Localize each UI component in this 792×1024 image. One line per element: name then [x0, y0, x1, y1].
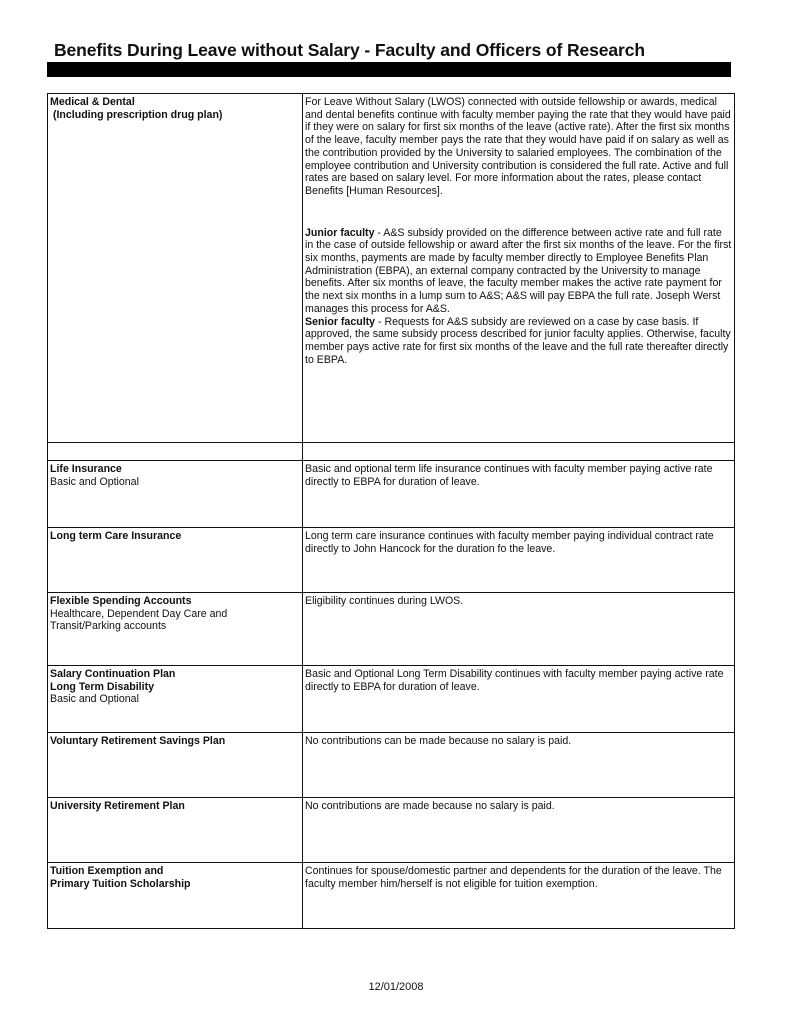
- benefit-description-cell: No contributions are made because no salary is paid.: [303, 798, 735, 863]
- benefit-label-cell: [48, 733, 303, 798]
- benefit-name-secondary: Primary Tuition Scholarship: [50, 877, 191, 890]
- table-row-university-retirement: [48, 798, 735, 863]
- benefit-subname: Healthcare, Dependent Day Care and: [50, 607, 228, 620]
- junior-faculty-text: - A&S subsidy provided on the difference between active rate and full rate in the case of outside fellowship or award after the first six months of the leave. For the first six months, payments are made by faculty member directly to Employee Benefits Plan Administration (EBPA), an external company contracted by the University to manage benefits. After six months of leave, the faculty member makes the active rate payment for the next six months in a lump sum to A&S; A&S will pay EBPA the full rate. Joseph Werst manages this process for A&S.: [305, 226, 732, 315]
- footer-date: 12/01/2008: [368, 981, 424, 993]
- empty-cell: [48, 443, 303, 461]
- benefit-name: Flexible Spending Accounts: [50, 595, 192, 607]
- benefit-subname: (Including prescription drug plan): [50, 108, 223, 121]
- page-title: Benefits During Leave without Salary - Faculty and Officers of Research: [54, 40, 645, 60]
- benefit-description-cell: [303, 94, 735, 443]
- benefit-description-cell: Basic and Optional Long Term Disability continues with faculty member paying active rate directly to EBPA for duration of leave.: [303, 666, 735, 733]
- junior-faculty-label: Junior faculty: [305, 226, 375, 239]
- benefit-label-cell: [48, 593, 303, 666]
- benefit-name: Voluntary Retirement Savings Plan: [50, 735, 226, 747]
- benefit-label-cell: [48, 461, 303, 528]
- table-row-medical-dental: [48, 94, 735, 443]
- benefit-name-secondary: Long Term Disability: [50, 680, 154, 693]
- benefit-label-cell: [48, 528, 303, 593]
- benefit-description-cell: Long term care insurance continues with faculty member paying individual contract rate directly to John Hancock for the duration fo the leave.: [303, 528, 735, 593]
- table-row-voluntary-retirement: [48, 733, 735, 798]
- benefits-table: [47, 93, 735, 929]
- benefit-name: Medical & Dental: [50, 96, 135, 108]
- benefit-label-cell: [48, 798, 303, 863]
- senior-faculty-label: Senior faculty: [305, 315, 376, 328]
- benefit-description-cell: Continues for spouse/domestic partner and dependents for the duration of the leave. The faculty member him/herself is not eligible for tuition exemption.: [303, 863, 735, 929]
- benefit-description-cell: Eligibility continues during LWOS.: [303, 593, 735, 666]
- benefit-description-cell: No contributions can be made because no salary is paid.: [303, 733, 735, 798]
- benefit-name: University Retirement Plan: [50, 800, 185, 812]
- table-row-tuition-exemption: [48, 863, 735, 929]
- description-paragraph: For Leave Without Salary (LWOS) connected with outside fellowship or awards, medical and dental benefits continue with faculty member paying the rate that they would have paid if they were on salary for first six months of the leave (active rate). After the first six months of the leave, faculty member pays the rate that they would have paid if on salary as well as the contribution provided by the University to salaried employees. The combination of the employee contribution and University contribution is considered the full rate. Active and full rates are based on salary level. For more information about the rates, please contact Benefits [Human Resources].: [305, 96, 731, 197]
- table-row-life-insurance: [48, 461, 735, 528]
- junior-faculty-paragraph: [305, 227, 732, 316]
- benefit-name: Long term Care Insurance: [50, 530, 182, 542]
- benefit-subname: Transit/Parking accounts: [50, 620, 167, 633]
- empty-cell: [303, 443, 735, 461]
- table-row-empty: [48, 443, 735, 461]
- benefit-name: Life Insurance: [50, 463, 122, 475]
- senior-faculty-paragraph: [305, 316, 732, 367]
- table-row-flexible-spending: [48, 593, 735, 666]
- benefit-label-cell: [48, 666, 303, 733]
- table-row-long-term-care: [48, 528, 735, 593]
- benefit-name: Tuition Exemption and: [50, 865, 164, 877]
- title-divider-bar: [47, 62, 731, 77]
- table-row-salary-continuation: [48, 666, 735, 733]
- benefit-description-cell: Basic and optional term life insurance continues with faculty member paying active rate directly to EBPA for duration of leave.: [303, 461, 735, 528]
- benefit-label-cell: [48, 863, 303, 929]
- benefit-label-cell: [48, 94, 303, 443]
- benefit-subname: Basic and Optional: [50, 475, 139, 488]
- benefit-name: Salary Continuation Plan: [50, 668, 176, 680]
- benefit-subname: Basic and Optional: [50, 693, 139, 706]
- senior-faculty-text: - Requests for A&S subsidy are reviewed on a case by case basis. If approved, the same subsidy process described for junior faculty applies. Otherwise, faculty member pays active rate for first six months of the leave and the full rate thereafter directly to EBPA.: [305, 315, 731, 366]
